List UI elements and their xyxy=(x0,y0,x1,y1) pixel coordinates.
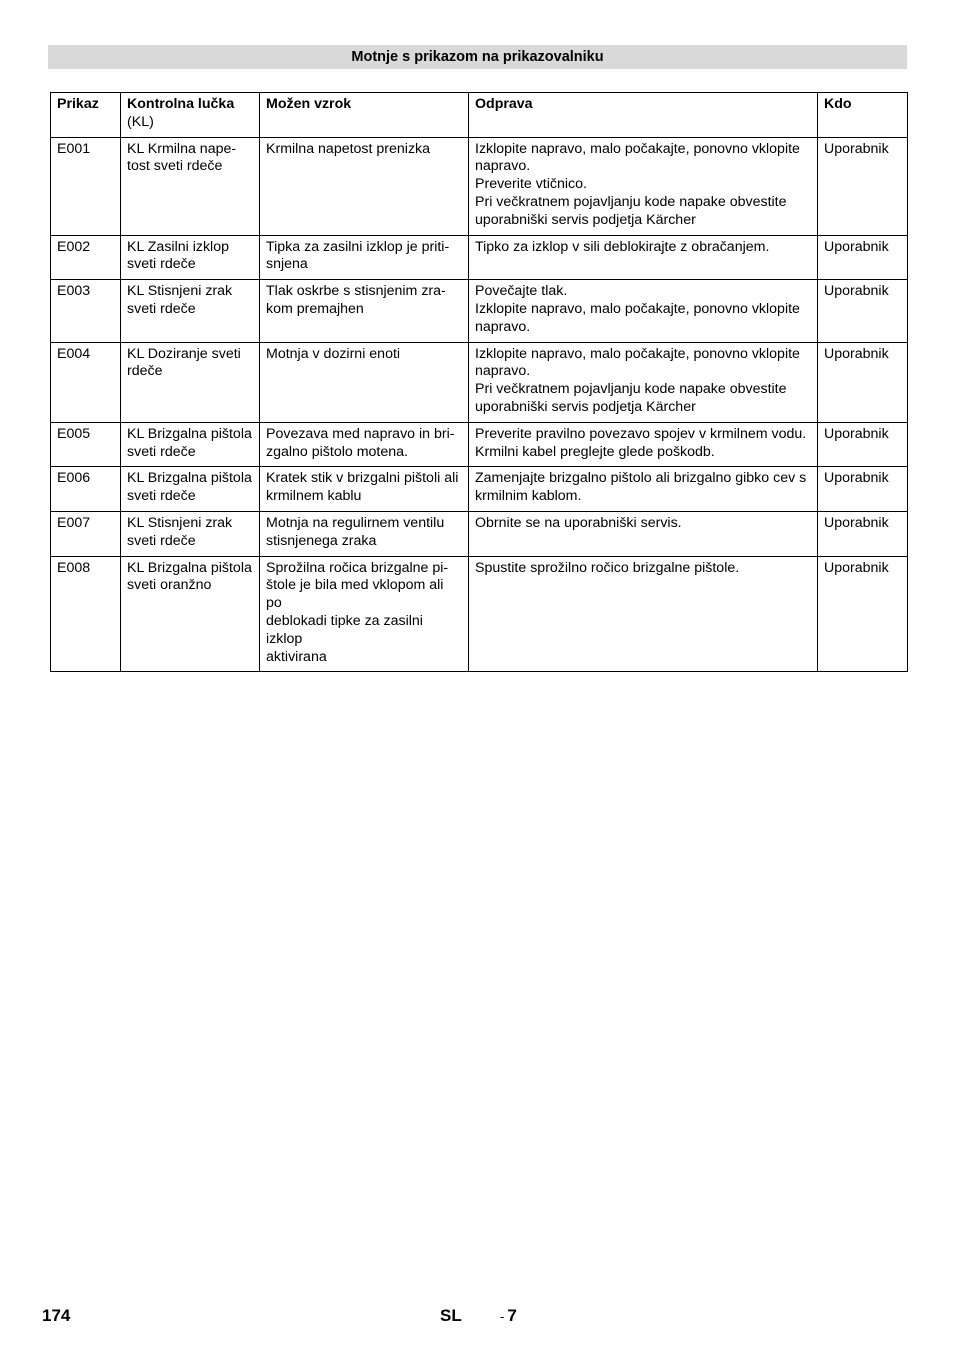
cell-lamp-line: KL Zasilni izklop xyxy=(127,238,229,255)
cell-lamp xyxy=(121,422,260,467)
cell-cause-line: Krmilna napetost prenizka xyxy=(266,140,431,157)
cell-remedy xyxy=(469,467,818,512)
cell-code: E002 xyxy=(51,235,121,280)
cell-remedy-line: Spustite sprožilno ročico brizgalne pištole. xyxy=(475,559,740,576)
cell-remedy xyxy=(469,280,818,342)
cell-who: Uporabnik xyxy=(818,137,908,235)
header-mozen-vzrok: Možen vzrok xyxy=(260,93,469,138)
cell-lamp-line: KL Brizgalna pištola xyxy=(127,470,252,487)
cell-who: Uporabnik xyxy=(818,467,908,512)
cell-cause xyxy=(260,280,469,342)
cell-who: Uporabnik xyxy=(818,342,908,422)
cell-who: Uporabnik xyxy=(818,511,908,556)
cell-remedy-line: Preverite pravilno povezavo spojev v krmilnem vodu. xyxy=(475,425,807,442)
cell-cause xyxy=(260,235,469,280)
cell-cause-line: Kratek stik v brizgalni pištoli ali xyxy=(266,470,459,487)
cell-lamp-line: tost sveti rdeče xyxy=(127,158,223,175)
cell-who: Uporabnik xyxy=(818,422,908,467)
cell-cause xyxy=(260,467,469,512)
cell-cause-line: Tlak oskrbe s stisnjenim zra- xyxy=(266,283,446,300)
cell-who: Uporabnik xyxy=(818,280,908,342)
cell-remedy xyxy=(469,137,818,235)
table-row xyxy=(51,422,908,467)
section-page-number: 7 xyxy=(507,1306,517,1325)
cell-code: E001 xyxy=(51,137,121,235)
cell-lamp-line: KL Stisnjeni zrak xyxy=(127,283,233,300)
header-odprava: Odprava xyxy=(469,93,818,138)
cell-cause xyxy=(260,137,469,235)
cell-cause-line: zgalno pištolo motena. xyxy=(266,443,408,460)
cell-cause xyxy=(260,422,469,467)
cell-lamp-line: KL Brizgalna pištola xyxy=(127,425,252,442)
cell-cause-line: deblokadi tipke za zasilni izklop xyxy=(266,612,423,647)
cell-cause-line: krmilnem kablu xyxy=(266,488,362,505)
section-title: Motnje s prikazom na prikazovalniku xyxy=(48,45,907,69)
cell-lamp-line: sveti rdeče xyxy=(127,300,196,317)
cell-lamp-line: KL Brizgalna pištola xyxy=(127,559,252,576)
header-kontrolna-lucka: Kontrolna lučka (KL) xyxy=(121,93,260,138)
cell-cause-line: Povezava med napravo in bri- xyxy=(266,425,455,442)
cell-remedy-line: Izklopite napravo, malo počakajte, ponovno vklopite xyxy=(475,300,800,317)
cell-lamp xyxy=(121,137,260,235)
cell-cause-line: aktivirana xyxy=(266,648,327,665)
cell-remedy-line: napravo. xyxy=(475,318,531,335)
fault-table xyxy=(50,92,908,672)
cell-remedy-line: napravo. xyxy=(475,363,531,380)
cell-cause-line: Sprožilna ročica brizgalne pi- xyxy=(266,559,449,576)
cell-lamp-line: KL Doziranje sveti xyxy=(127,345,241,362)
cell-lamp xyxy=(121,556,260,672)
cell-remedy-line: Pri večkratnem pojavljanju kode napake obvestite xyxy=(475,193,787,210)
table-row xyxy=(51,342,908,422)
table-row xyxy=(51,137,908,235)
cell-lamp-line: rdeče xyxy=(127,363,163,380)
cell-remedy-line: napravo. xyxy=(475,158,531,175)
table-row xyxy=(51,511,908,556)
cell-cause-line: snjena xyxy=(266,256,308,273)
cell-code: E005 xyxy=(51,422,121,467)
cell-code: E004 xyxy=(51,342,121,422)
cell-lamp-line: sveti rdeče xyxy=(127,532,196,549)
cell-code: E006 xyxy=(51,467,121,512)
cell-remedy-line: Krmilni kabel preglejte glede poškodb. xyxy=(475,443,715,460)
cell-who: Uporabnik xyxy=(818,235,908,280)
cell-remedy xyxy=(469,422,818,467)
cell-remedy-line: Zamenjajte brizgalno pištolo ali brizgalno gibko cev s xyxy=(475,470,807,487)
cell-cause-line: Motnja na regulirnem ventilu xyxy=(266,514,445,531)
cell-lamp-line: KL Krmilna nape- xyxy=(127,140,237,157)
cell-lamp xyxy=(121,280,260,342)
cell-lamp xyxy=(121,511,260,556)
cell-cause-line: Motnja v dozirni enoti xyxy=(266,345,401,362)
table-row xyxy=(51,235,908,280)
cell-remedy-line: Obrnite se na uporabniški servis. xyxy=(475,514,682,531)
page-dash: - xyxy=(500,1309,505,1324)
table-row xyxy=(51,556,908,672)
table-row xyxy=(51,467,908,512)
cell-cause xyxy=(260,556,469,672)
cell-lamp xyxy=(121,342,260,422)
cell-remedy xyxy=(469,556,818,672)
cell-cause-line: stisnjenega zraka xyxy=(266,532,377,549)
cell-remedy xyxy=(469,342,818,422)
cell-lamp-line: sveti rdeče xyxy=(127,443,196,460)
cell-remedy-line: Povečajte tlak. xyxy=(475,283,568,300)
header-prikaz: Prikaz xyxy=(51,93,121,138)
cell-remedy-line: Pri večkratnem pojavljanju kode napake obvestite xyxy=(475,381,787,398)
cell-cause-line: Tipka za zasilni izklop je priti- xyxy=(266,238,450,255)
cell-remedy-line: Izklopite napravo, malo počakajte, ponovno vklopite xyxy=(475,345,800,362)
cell-lamp-line: sveti rdeče xyxy=(127,488,196,505)
cell-lamp xyxy=(121,235,260,280)
language-code: SL xyxy=(440,1306,462,1325)
cell-remedy xyxy=(469,511,818,556)
cell-code: E008 xyxy=(51,556,121,672)
cell-cause xyxy=(260,511,469,556)
cell-cause-line: štole je bila med vklopom ali po xyxy=(266,577,444,612)
table-row xyxy=(51,280,908,342)
header-kdo: Kdo xyxy=(818,93,908,138)
cell-code: E007 xyxy=(51,511,121,556)
table-header-row xyxy=(51,93,908,138)
cell-lamp-line: sveti oranžno xyxy=(127,577,212,594)
cell-remedy-line: uporabniški servis podjetja Kärcher xyxy=(475,398,696,415)
cell-remedy-line: Tipko za izklop v sili deblokirajte z obračanjem. xyxy=(475,238,770,255)
cell-lamp-line: KL Stisnjeni zrak xyxy=(127,514,233,531)
cell-remedy-line: uporabniški servis podjetja Kärcher xyxy=(475,211,696,228)
cell-remedy-line: Preverite vtičnico. xyxy=(475,176,587,193)
cell-cause xyxy=(260,342,469,422)
cell-cause-line: kom premajhen xyxy=(266,300,364,317)
cell-remedy-line: Izklopite napravo, malo počakajte, ponovno vklopite xyxy=(475,140,800,157)
page-number: 174 xyxy=(42,1306,71,1325)
cell-who: Uporabnik xyxy=(818,556,908,672)
cell-code: E003 xyxy=(51,280,121,342)
cell-lamp-line: sveti rdeče xyxy=(127,256,196,273)
section-page xyxy=(500,1306,517,1326)
cell-lamp xyxy=(121,467,260,512)
cell-remedy xyxy=(469,235,818,280)
cell-remedy-line: krmilnim kablom. xyxy=(475,488,582,505)
